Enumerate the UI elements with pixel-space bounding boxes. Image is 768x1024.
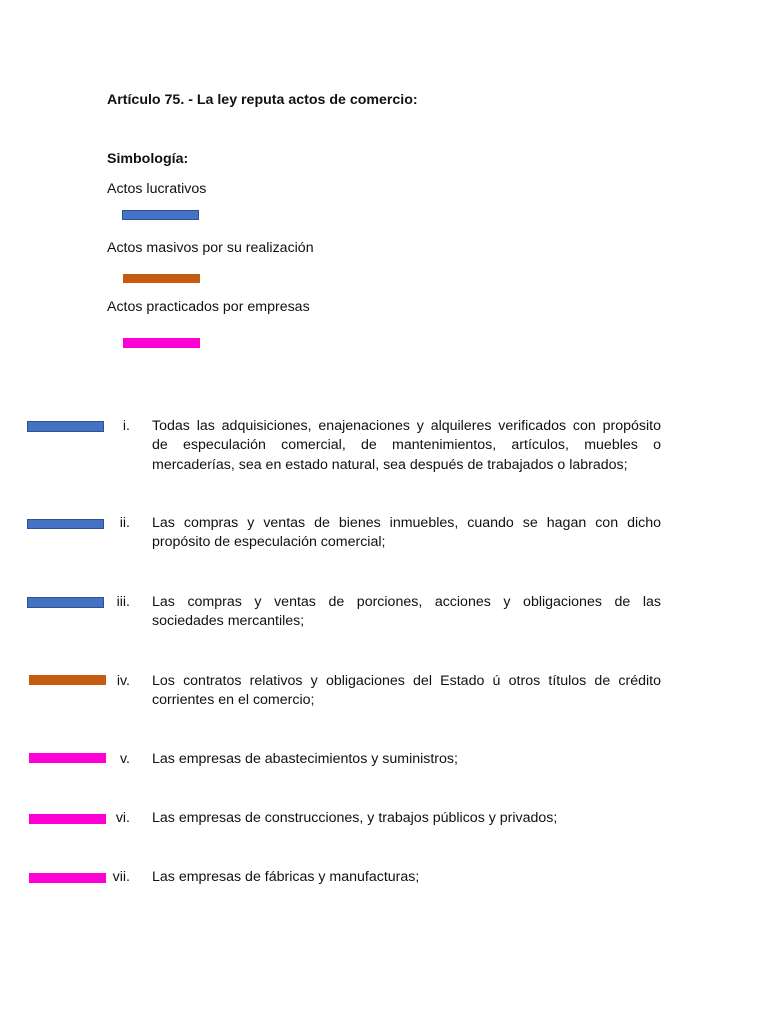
item-i-text: [152, 417, 661, 475]
item-vi-text: [152, 809, 661, 828]
item-i-line: mercaderías, sea en estado natural, sea después de trabajados o labrados;: [152, 456, 628, 473]
legend-swatch-lucrativos: [122, 210, 199, 220]
item-ii-number: ii.: [119, 515, 130, 531]
item-iv-number: iv.: [116, 673, 130, 689]
item-iv-text: [152, 672, 661, 711]
item-vii-line: Las empresas de fábricas y manufacturas;: [152, 869, 420, 885]
legend-swatch-masivos: [123, 274, 200, 283]
item-iii-text: [152, 593, 661, 632]
item-vi-number: vi.: [115, 810, 130, 826]
item-iv-line: Los contratos relativos y obligaciones del Estado ú otros títulos de crédito: [152, 673, 661, 689]
item-vi-line: Las empresas de construcciones, y trabajos públicos y privados;: [152, 810, 558, 826]
legend-label-empresas: Actos practicados por empresas: [107, 299, 310, 315]
item-ii-line: propósito de especulación comercial;: [152, 534, 386, 551]
legend-swatch-empresas: [123, 338, 200, 348]
item-ii-text: [152, 514, 661, 553]
item-ii-line: Las compras y ventas de bienes inmuebles, cuando se hagan con dicho: [152, 515, 661, 531]
item-v-number: v.: [120, 751, 130, 767]
item-vii-text: [152, 868, 661, 887]
item-i-number: i.: [122, 418, 130, 434]
legend-heading: Simbología:: [107, 151, 189, 167]
item-v-line: Las empresas de abastecimientos y suministros;: [152, 751, 458, 767]
item-v-text: [152, 750, 661, 769]
item-i-line: Todas las adquisiciones, enajenaciones y alquileres verificados con propósito: [152, 418, 661, 434]
article-title: Artículo 75. - La ley reputa actos de comercio:: [107, 92, 418, 108]
legend-label-lucrativos: Actos lucrativos: [107, 181, 207, 197]
item-iv-line: corrientes en el comercio;: [152, 692, 315, 709]
item-vii-number: vii.: [112, 869, 130, 885]
item-i-line: de especulación comercial, de mantenimientos, artículos, muebles o: [152, 437, 661, 454]
item-iii-number: iii.: [116, 594, 130, 610]
legend-label-masivos: Actos masivos por su realización: [107, 240, 314, 256]
item-iii-line: Las compras y ventas de porciones, acciones y obligaciones de las: [152, 594, 661, 610]
item-iii-line: sociedades mercantiles;: [152, 613, 305, 630]
